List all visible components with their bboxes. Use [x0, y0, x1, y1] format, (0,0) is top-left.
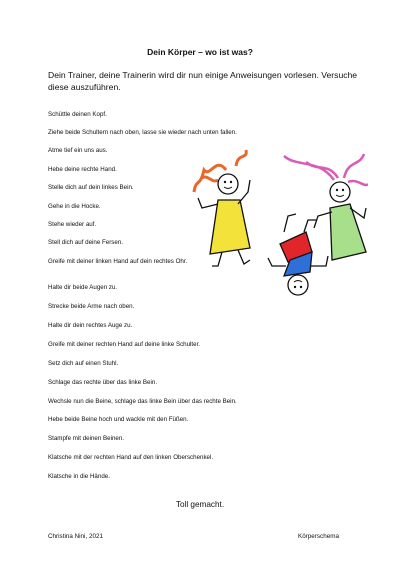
- instruction-4: Hebe deine rechte Hand.: [48, 166, 117, 173]
- footer-author: Christina Nini, 2021: [48, 533, 103, 540]
- instruction-20: Klatsche in die Hände.: [48, 473, 110, 480]
- instruction-2: Ziehe beide Schultern nach oben, lasse sie wieder nach unten fallen.: [48, 129, 237, 136]
- instruction-17: Hebe beide Beine hoch und wackle mit den Füßen.: [48, 416, 189, 423]
- instruction-12: Halte dir dein rechtes Auge zu.: [48, 322, 133, 329]
- instruction-8: Stell dich auf deine Fersen.: [48, 239, 123, 246]
- instruction-15: Schlage das rechte über das linke Bein.: [48, 379, 158, 386]
- instruction-1: Schüttle deinen Kopf.: [48, 111, 107, 118]
- instruction-16: Wechsle nun die Beine, schlage das linke Bein über das rechte Bein.: [48, 398, 237, 405]
- instruction-13: Greife mit deiner rechten Hand auf deine linke Schulter.: [48, 341, 201, 348]
- instruction-7: Stehe wieder auf.: [48, 221, 97, 228]
- instruction-18: Stampfe mit deinen Beinen.: [48, 435, 125, 442]
- page-title: Dein Körper – wo ist was?: [147, 47, 253, 57]
- instruction-14: Setz dich auf einen Stuhl.: [48, 360, 119, 367]
- kids-illustration: [188, 148, 368, 298]
- intro-text: Dein Trainer, deine Trainerin wird dir nun einige Anweisungen vorlesen. Versuche diese auszuführen.: [48, 70, 358, 92]
- instruction-9: Greife mit deiner linken Hand auf dein rechtes Ohr.: [48, 258, 188, 265]
- footer-topic: Körperschema: [298, 533, 339, 540]
- instruction-6: Gehe in die Hocke.: [48, 203, 101, 210]
- upside-down-boy: [268, 214, 328, 295]
- instruction-10: Halte dir beide Augen zu.: [48, 284, 118, 291]
- instruction-11: Strecke beide Arme nach oben.: [48, 303, 135, 310]
- instruction-5: Stelle dich auf dein linkes Bein.: [48, 184, 134, 191]
- instruction-19: Klatsche mit der rechten Hand auf den linken Oberschenkel.: [48, 454, 214, 461]
- instruction-3: Atme tief ein uns aus.: [48, 147, 108, 154]
- orange-hair-girl: [194, 150, 250, 266]
- closing-text: Toll gemacht.: [175, 500, 225, 509]
